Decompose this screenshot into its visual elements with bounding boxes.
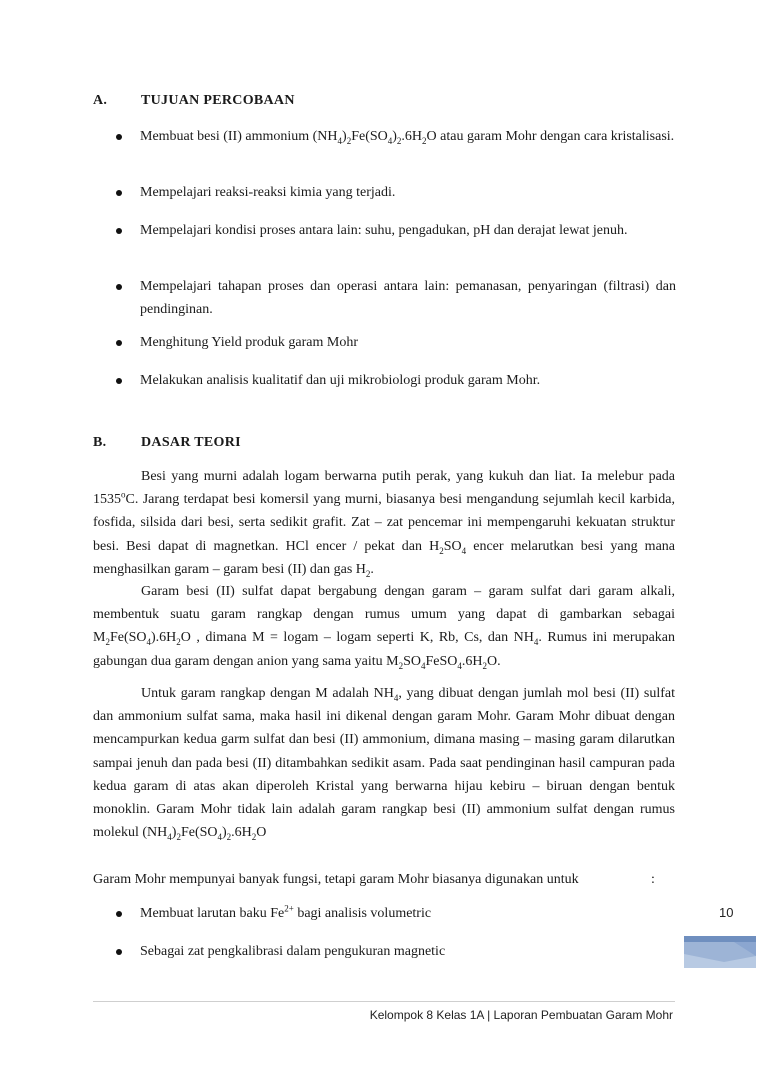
list-item xyxy=(116,369,676,392)
list-item xyxy=(116,940,676,963)
section-b-title: DASAR TEORI xyxy=(141,435,241,450)
bullet-text: Melakukan analisis kualitatif dan uji mikrobiologi produk garam Mohr. xyxy=(140,373,541,388)
section-b-heading xyxy=(93,435,241,451)
list-item xyxy=(116,331,676,354)
bullet-text: Mempelajari tahapan proses dan operasi antara lain: pemanasan, penyaringan (filtrasi) dan pendinginan. xyxy=(140,279,676,317)
bullet-icon xyxy=(116,340,122,346)
paragraph-3: Untuk garam rangkap dengan M adalah $NH_4$, yang dibuat dengan jumlah mol besi (II) sulfat dan ammonium sulfat sama, maka hasil ini dikenal dengan garam Mohr. Garam Mohr dibuat dengan mencampurkan kedua garm sulfat dan besi (II) ammonium, dimana masing – masing garam dilarutkan sampai jenuh dan pada besi (II) ditambahkan sedikit asam. Pada saat pendinginan hasil campuran pada kedua garam di atas akan diperoleh Kristal yang berwarna hijau kebiru – biruan dengan bentuk monoklin. Garam Mohr tidak lain adalah garam rangkap besi (II) ammonium sulfat dengan rumus molekul $(NH_4)_2Fe(SO_4)_2.6H_2O$ xyxy=(93,686,675,843)
section-a-heading xyxy=(93,93,295,109)
list-item xyxy=(116,181,676,204)
footer-divider xyxy=(93,1001,675,1002)
bullet-icon xyxy=(116,190,122,196)
bullet-text: Mempelajari kondisi proses antara lain: suhu, pengadukan, pH dan derajat lewat jenuh. xyxy=(140,223,628,238)
list-item xyxy=(116,902,676,925)
bullet-text: Sebagai zat pengkalibrasi dalam pengukuran magnetic xyxy=(140,944,446,959)
uses-intro xyxy=(93,872,675,888)
page-footer: Kelompok 8 Kelas 1A | Laporan Pembuatan Garam Mohr xyxy=(369,1008,673,1022)
bullet-icon xyxy=(116,911,122,917)
bullet-icon xyxy=(116,949,122,955)
section-b-letter: B. xyxy=(93,435,107,450)
page-number: 10 xyxy=(719,905,734,920)
list-item xyxy=(116,125,676,148)
bullet-text: Membuat larutan baku $Fe^{2+}$ bagi analisis volumetric xyxy=(140,903,432,921)
bullet-icon xyxy=(116,134,122,140)
page-tab-icon xyxy=(684,936,756,968)
bullet-text: Menghitung Yield produk garam Mohr xyxy=(140,335,359,350)
list-item xyxy=(116,219,676,242)
bullet-text: Membuat besi (II) ammonium $(NH_4)_2Fe(SO_4)_2.6H_2O$ atau garam Mohr dengan cara kristalisasi. xyxy=(140,129,675,146)
bullet-text: Mempelajari reaksi-reaksi kimia yang terjadi. xyxy=(140,185,396,200)
section-a-title: TUJUAN PERCOBAAN xyxy=(141,93,295,108)
paragraph-2: Garam besi (II) sulfat dapat bergabung dengan garam – garam sulfat dari garam alkali, membentuk suatu garam rangkap dengan rumus umum yang dapat di gambarkan sebagai $M_2Fe(SO_4).6H_2O$ , dimana M = logam – logam seperti K, Rb, Cs, dan $NH_4$. Rumus ini merupakan gabungan dua garam dengan anion yang sama yaitu $M_2SO_4FeSO_4.6H_2O$. xyxy=(93,584,675,671)
section-a-letter: A. xyxy=(93,93,108,108)
uses-intro-colon: : xyxy=(651,872,655,887)
paragraph-1: Besi yang murni adalah logam berwarna putih perak, yang kukuh dan liat. Ia melebur pada 1535$^o$C. Jarang terdapat besi komersil yang murni, biasanya besi mengandung sejumlah kecil karbida, fosfida, silsida dari besi, serta sedikit grafit. Zat – zat pencemar ini mempengaruhi kekuatan struktur besi. Besi dapat di magnetkan. HCl encer / pekat dan $H_2SO_4$ encer melarutkan besi yang mana menghasilkan garam – garam besi (II) dan gas $H_2$. xyxy=(93,469,675,579)
list-item xyxy=(116,275,676,321)
bullet-icon xyxy=(116,228,122,234)
bullet-icon xyxy=(116,284,122,290)
uses-intro-text: Garam Mohr mempunyai banyak fungsi, tetapi garam Mohr biasanya digunakan untuk xyxy=(93,872,579,887)
bullet-icon xyxy=(116,378,122,384)
